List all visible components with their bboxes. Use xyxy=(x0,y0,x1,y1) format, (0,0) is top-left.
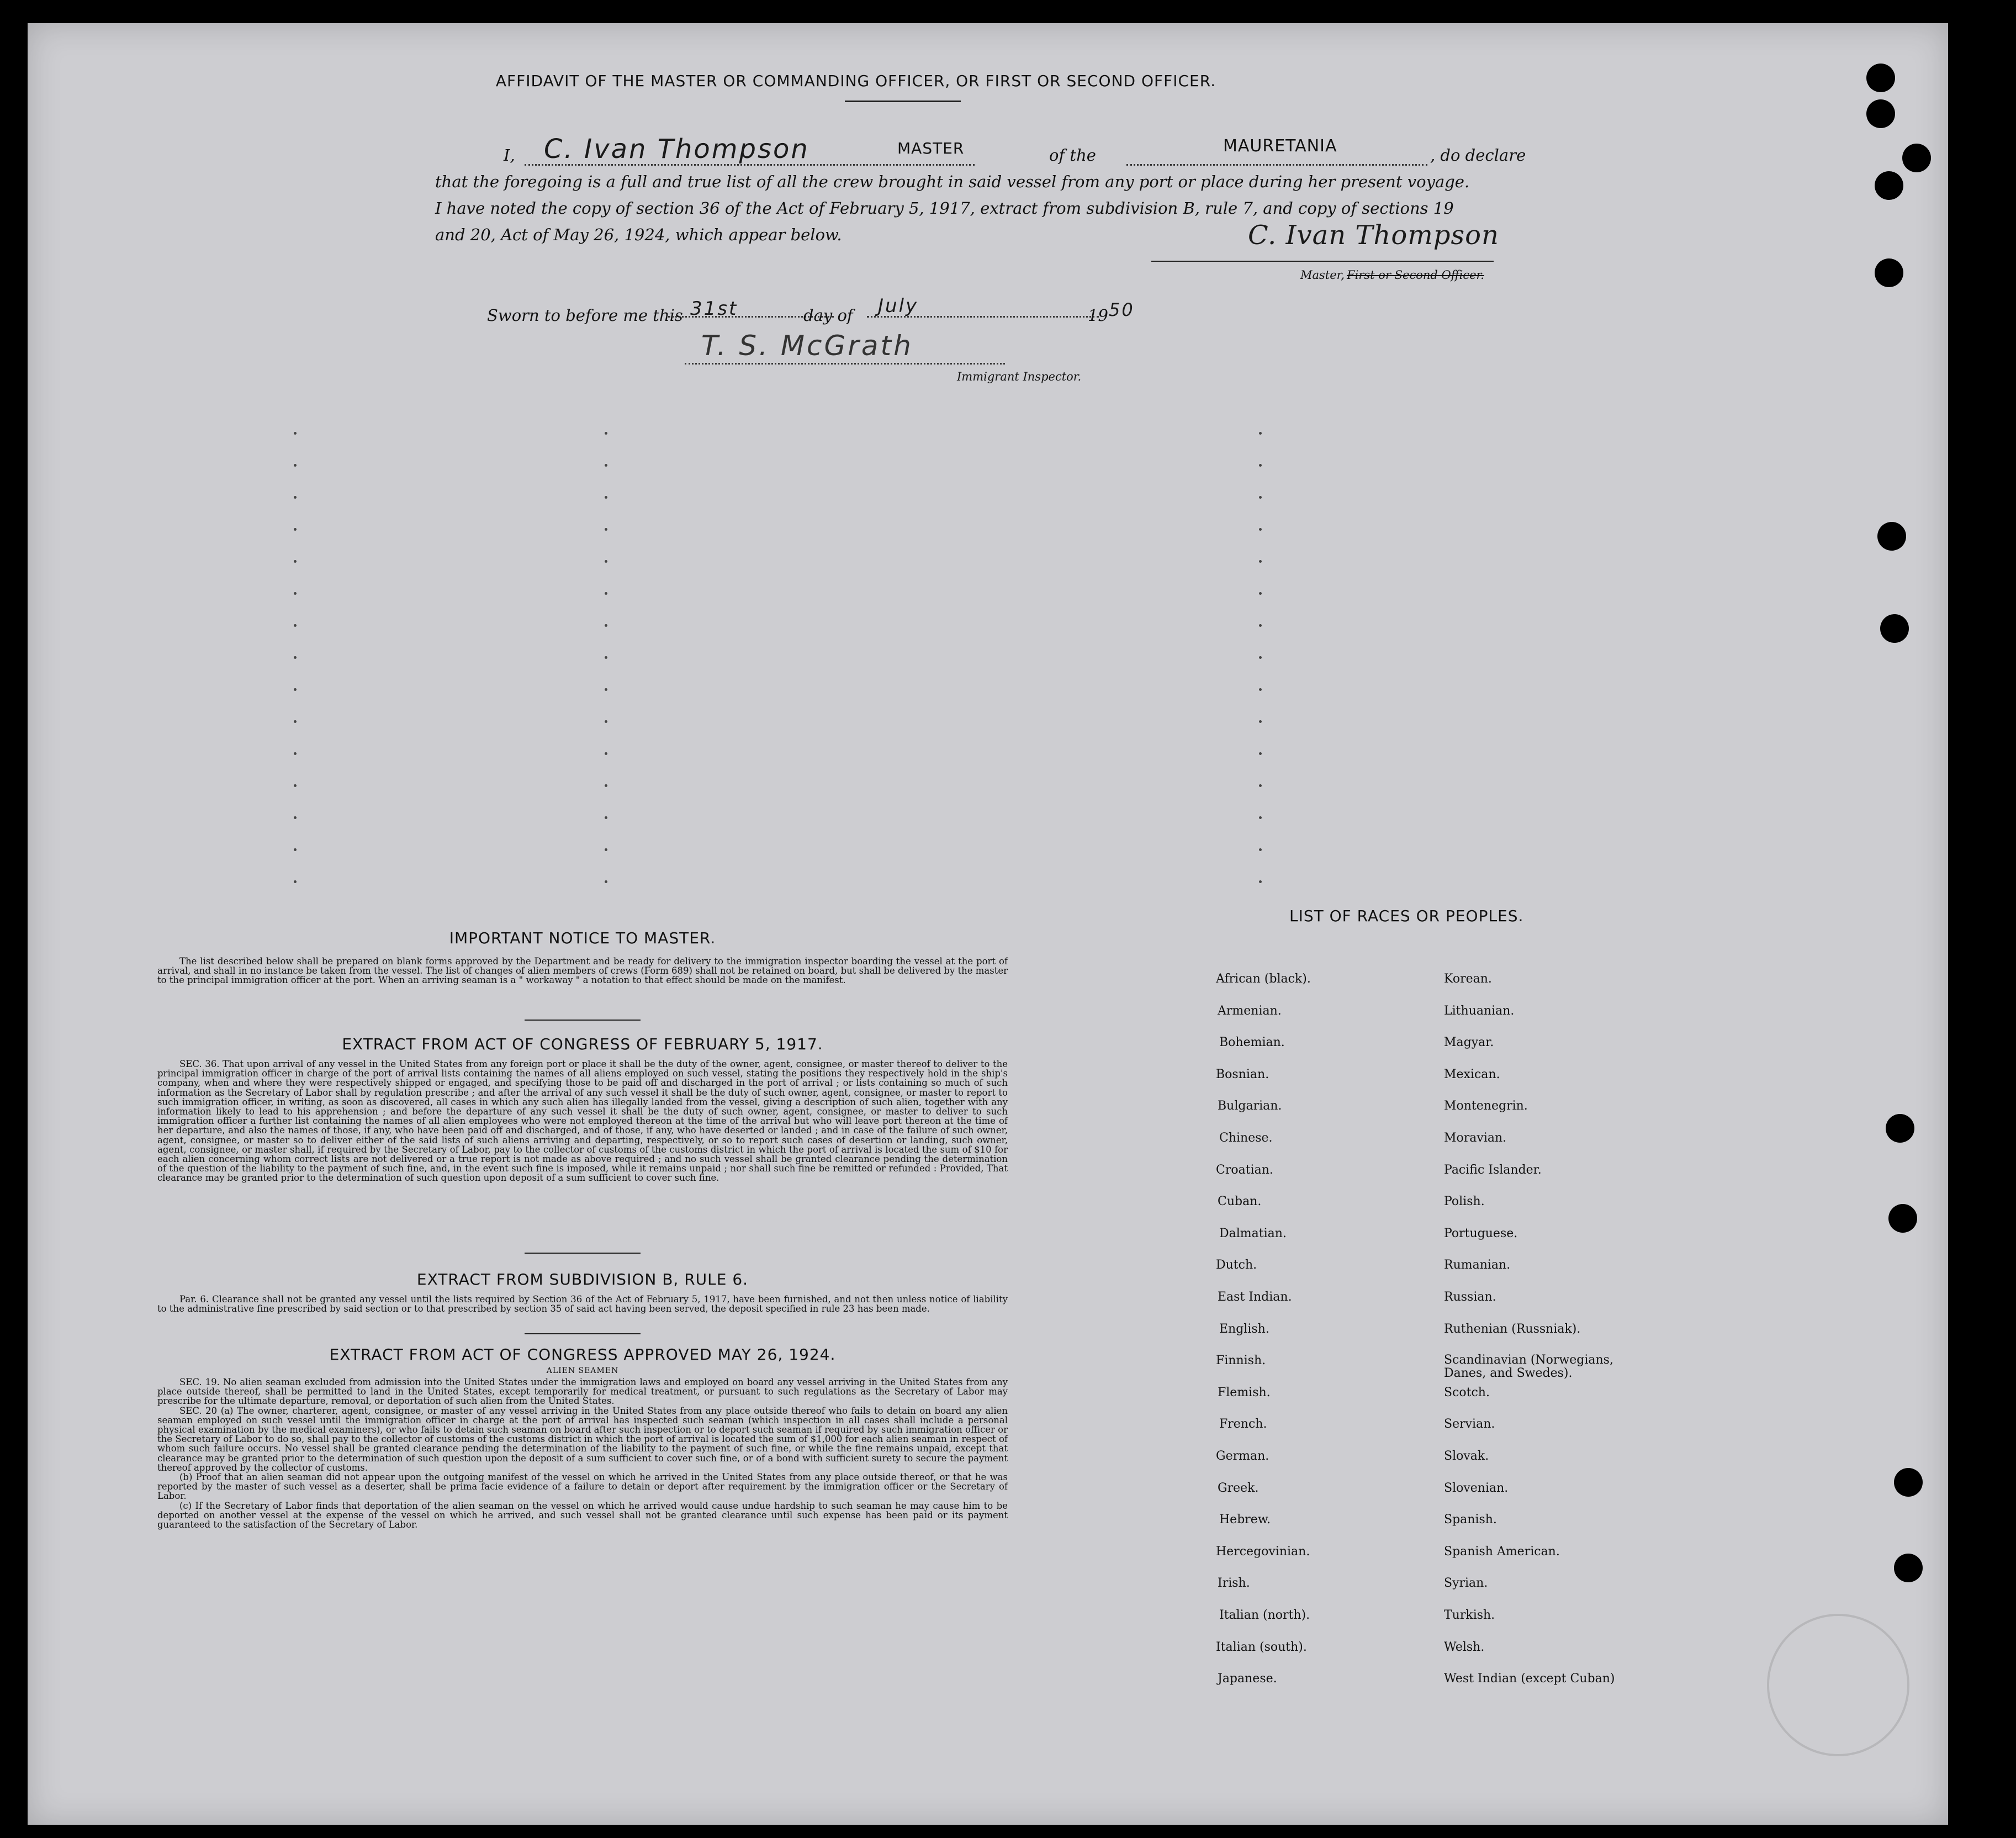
dot-marker xyxy=(605,560,607,563)
dot-marker xyxy=(294,592,297,595)
race-item: Japanese. xyxy=(1218,1672,1277,1686)
race-item: Russian. xyxy=(1444,1290,1496,1304)
race-item: Ruthenian (Russniak). xyxy=(1444,1322,1581,1336)
punch-hole xyxy=(1886,1114,1914,1143)
race-item: Irish. xyxy=(1218,1576,1250,1591)
dot-marker xyxy=(1259,464,1262,467)
races-title: LIST OF RACES OR PEOPLES. xyxy=(1289,907,1524,925)
race-item: Mexican. xyxy=(1444,1067,1500,1081)
dot-marker xyxy=(294,720,297,723)
race-item: African (black). xyxy=(1216,972,1311,986)
inspector-line xyxy=(685,363,1005,365)
dot-marker xyxy=(294,496,297,499)
race-item: Slovak. xyxy=(1444,1449,1489,1463)
dot-marker xyxy=(294,656,297,659)
title-underline xyxy=(845,101,961,102)
punch-hole xyxy=(1894,1554,1923,1582)
race-item: Finnish. xyxy=(1216,1354,1266,1368)
i-label: I, xyxy=(504,146,515,165)
dot-marker xyxy=(605,464,607,467)
year-prefix: 19 xyxy=(1088,306,1108,325)
notice-paragraph: The list described below shall be prepared on blank forms approved by the Department and be ready for delivery to the immigration inspector boarding the vessel at the port of arrival, and shall in no instance be taken from the vessel. The list of changes of alien members of crews (Form 689) shall not be retained on board, but shall be delivered by the master to the principal immigration officer at the port. When an arriving seaman is a " workaway " a notation to that effect should be made on the manifest. xyxy=(157,956,1008,986)
race-item: Bulgarian. xyxy=(1218,1099,1282,1113)
dot-marker xyxy=(294,816,297,819)
dot-marker xyxy=(605,880,607,883)
divider-3 xyxy=(525,1333,641,1334)
punch-hole xyxy=(1875,258,1903,287)
dot-marker xyxy=(294,560,297,563)
race-item: Magyar. xyxy=(1444,1036,1494,1050)
race-item: Dutch. xyxy=(1216,1258,1257,1272)
sworn-month-value: July xyxy=(878,295,919,317)
dot-marker xyxy=(605,816,607,819)
extract-1924-sec20c: (c) If the Secretary of Labor finds that deportation of the alien seaman on the vessel on which he arrived would cause undue hardship to such seaman he may cause him to be deported on another vessel at the expense of the vessel on which he arrived, and such vessel shall not be granted clearance until such expense has been paid or its payment guaranteed to the satisfaction of the Secretary of Labor. xyxy=(157,1500,1008,1530)
race-item: Dalmatian. xyxy=(1219,1226,1287,1240)
dot-marker xyxy=(294,624,297,627)
divider-1 xyxy=(525,1020,641,1021)
race-item: Syrian. xyxy=(1444,1576,1488,1591)
sworn-day-value: 31st xyxy=(690,298,738,320)
race-item: Servian. xyxy=(1444,1417,1495,1432)
race-item: Armenian. xyxy=(1218,1003,1282,1018)
race-item: Hebrew. xyxy=(1219,1513,1271,1527)
vessel-line xyxy=(1126,164,1427,166)
signature-caption-struck: First or Second Officer. xyxy=(1347,268,1484,282)
dot-marker xyxy=(1259,752,1262,755)
race-item: Croatian. xyxy=(1216,1163,1273,1177)
race-item: German. xyxy=(1216,1449,1269,1463)
extract-1924-subtitle: ALIEN SEAMEN xyxy=(546,1366,619,1375)
race-item: Italian (north). xyxy=(1219,1608,1310,1622)
dot-marker xyxy=(1259,784,1262,787)
dot-marker xyxy=(1259,656,1262,659)
race-item: French. xyxy=(1219,1417,1267,1432)
race-item: East Indian. xyxy=(1218,1290,1292,1304)
punch-hole xyxy=(1880,614,1909,643)
dot-marker xyxy=(605,656,607,659)
extract-1917-title: EXTRACT FROM ACT OF CONGRESS OF FEBRUARY 5, 1917. xyxy=(342,1035,823,1053)
extract-1924-title: EXTRACT FROM ACT OF CONGRESS APPROVED MAY 26, 1924. xyxy=(329,1345,836,1364)
extract-1924-sec20a: SEC. 20 (a) The owner, charterer, agent, consignee, or master of any vessel arriving in the United States from any place outside thereof who fails to detain on board any alien seaman employed on such vessel until the immigration officer in charge at the port of arrival has inspected such seaman (which inspection in all cases shall include a personal physical examination by the medical examiners), or who fails to detain such seaman on board after such inspection or to deport such seaman if required by such immigration officer or the Secretary of Labor to do so, shall pay to the collector of customs of the customs district in which the port of arrival is located the sum of $1,000 for each alien seaman in respect of whom such failure occurs. No vessel shall be granted clearance pending the determination of the liability to the payment of such fine, or while the fine remains unpaid, except that clearance may be granted prior to the determination of such question upon the deposit of a sum sufficient to cover such fine, or of a bond with sufficient surety to secure the payment thereof approved by the collector of customs. xyxy=(157,1405,1008,1473)
race-item: Spanish American. xyxy=(1444,1544,1560,1559)
of-the-label: of the xyxy=(1049,146,1096,165)
punch-hole xyxy=(1902,144,1931,172)
sworn-label: Sworn to before me this xyxy=(487,306,683,325)
notice-text xyxy=(157,957,1008,985)
race-item: Greek. xyxy=(1218,1481,1259,1495)
declaration-line-2: I have noted the copy of section 36 of the Act of February 5, 1917, extract from subdivision B, rule 7, and copy of sections 19 xyxy=(435,199,1454,218)
dot-marker xyxy=(1259,816,1262,819)
dot-marker xyxy=(294,432,297,435)
dot-marker xyxy=(294,784,297,787)
subdivision-paragraph: Par. 6. Clearance shall not be granted any vessel until the lists required by Section 36 of the Act of February 5, 1917, have been furnished, and not then unless notice of liability to the administrative fine prescribed by said section or to that prescribed by section 35 of said act having been served, the deposit specified in rule 23 has been made. xyxy=(157,1294,1008,1314)
dot-marker xyxy=(1259,528,1262,531)
seal-stamp xyxy=(1767,1614,1909,1756)
dot-marker xyxy=(605,432,607,435)
inspector-label: Immigrant Inspector. xyxy=(957,370,1082,383)
dot-marker xyxy=(1259,688,1262,691)
dot-marker xyxy=(1259,432,1262,435)
signature-caption-master: Master, xyxy=(1300,268,1345,282)
punch-hole xyxy=(1877,522,1906,551)
dot-marker xyxy=(1259,880,1262,883)
dot-marker xyxy=(1259,560,1262,563)
declaration-line-3: and 20, Act of May 26, 1924, which appear below. xyxy=(435,225,842,244)
dot-marker xyxy=(1259,624,1262,627)
dot-marker xyxy=(605,784,607,787)
race-item: Rumanian. xyxy=(1444,1258,1511,1272)
dot-marker xyxy=(294,464,297,467)
extract-1917-paragraph: SEC. 36. That upon arrival of any vessel in the United States from any foreign port or place it shall be the duty of the owner, agent, consignee, or master thereof to deliver to the principal immigration officer in charge of the port of arrival lists containing the names of all aliens employed on such vessel, stating the positions they respectively hold in the ship's company, when and where they were respectively shipped or engaged, and specifying those to be paid off and discharged in the port of arrival ; or lists containing so much of such information as the Secretary of Labor shall by regulation prescribe ; and after the arrival of any such vessel it shall be the duty of such owner, agent, consignee, or master to report to such immigration officer, in writing, as soon as discovered, all cases in which any such alien has illegally landed from the vessel, giving a description of such alien, together with any information likely to lead to his apprehension ; and before the departure of any such vessel it shall be the duty of such owner, agent, consignee, or master to deliver to such immigration officer a further list containing the names of all alien employees who were not employed thereon at the time of the arrival but who will leave port thereon at the time of her departure, and also the names of those, if any, who have been paid off and discharged, and of those, if any, who have deserted or landed ; and in case of the failure of such owner, agent, consignee, or master so to deliver either of the said lists of such aliens arriving and departing, respectively, or so to report such cases of desertion or landing, such owner, agent, consignee, or master shall, if required by the Secretary of Labor, pay to the collector of customs of the customs district in which the port of arrival is located the sum of $10 for each alien concerning whom correct lists are not delivered or a true report is not made as above required ; and no such vessel shall be granted clearance pending the determination of the question of the liability to the payment of such fine, and, in the event such fine is imposed, while it remains unpaid ; nor shall such fine be remitted or refunded : Provided, That clearance may be granted prior to the determination of such question upon deposit of a sum sufficient to cover such fine. xyxy=(157,1059,1008,1184)
dot-marker xyxy=(605,688,607,691)
race-item: Turkish. xyxy=(1444,1608,1495,1622)
race-item: Korean. xyxy=(1444,972,1492,986)
dot-marker xyxy=(294,880,297,883)
race-item: Moravian. xyxy=(1444,1131,1507,1145)
race-item: Cuban. xyxy=(1218,1195,1262,1209)
race-item: Scandinavian (Norwegians, Danes, and Swedes). xyxy=(1444,1353,1613,1381)
race-item: Pacific Islander. xyxy=(1444,1163,1542,1177)
extract-1924-sec19: SEC. 19. No alien seaman excluded from admission into the United States under the immigration laws and employed on board any vessel arriving in the United States from any place outside thereof, shall be permitted to land in the United States, except temporarily for medical treatment, or pursuant to such regulations as the Secretary of Labor may prescribe for the ultimate departure, removal, or deportation of such alien from the United States. xyxy=(157,1377,1008,1407)
punch-hole xyxy=(1894,1468,1923,1497)
race-item: Welsh. xyxy=(1444,1640,1485,1654)
punch-hole xyxy=(1866,64,1895,92)
race-item: West Indian (except Cuban) xyxy=(1444,1672,1615,1686)
race-item: Montenegrin. xyxy=(1444,1099,1528,1113)
signature-caption xyxy=(1300,268,1484,282)
divider-2 xyxy=(525,1253,641,1254)
master-signature: C. Ivan Thompson xyxy=(1248,220,1499,251)
dot-marker xyxy=(294,688,297,691)
master-name: C. Ivan Thompson xyxy=(544,134,809,165)
dot-marker xyxy=(1259,496,1262,499)
race-item: Polish. xyxy=(1444,1195,1485,1209)
do-declare-label: , do declare xyxy=(1430,146,1526,165)
declaration-line-1: that the foregoing is a full and true list of all the crew brought in said vessel from any port or place during her present voyage. xyxy=(435,172,1470,191)
subdivision-text xyxy=(157,1295,1008,1313)
dot-marker xyxy=(605,720,607,723)
extract-1924-sec20b: (b) Proof that an alien seaman did not appear upon the outgoing manifest of the vessel on which he arrived in the United States from any place outside thereof, or that he was reported by the master of such vessel as a deserter, shall be prima facie evidence of a failure to detain or deport after requirement by the immigration officer or the Secretary of Labor. xyxy=(157,1472,1008,1502)
dot-marker xyxy=(1259,848,1262,851)
race-item: Portuguese. xyxy=(1444,1226,1518,1240)
vessel-name: MAURETANIA xyxy=(1223,136,1337,156)
punch-hole xyxy=(1888,1204,1917,1233)
race-item: Bohemian. xyxy=(1219,1036,1285,1050)
dot-marker xyxy=(605,752,607,755)
race-item: Lithuanian. xyxy=(1444,1003,1515,1018)
dot-marker xyxy=(294,848,297,851)
dot-marker xyxy=(1259,720,1262,723)
dot-marker xyxy=(605,496,607,499)
race-item: Italian (south). xyxy=(1216,1640,1307,1654)
punch-hole xyxy=(1866,99,1895,128)
dot-marker xyxy=(605,848,607,851)
signature-line xyxy=(1151,261,1494,262)
dot-marker xyxy=(605,624,607,627)
inspector-signature: T. S. McGrath xyxy=(701,330,913,362)
race-item: Flemish. xyxy=(1218,1385,1271,1399)
rank-value: MASTER xyxy=(897,139,965,157)
race-item: Spanish. xyxy=(1444,1513,1497,1527)
dot-marker xyxy=(294,528,297,531)
affidavit-title: AFFIDAVIT OF THE MASTER OR COMMANDING OFFICER, OR FIRST OR SECOND OFFICER. xyxy=(495,72,1216,90)
year-value: 50 xyxy=(1109,299,1135,320)
extract-1924-text xyxy=(157,1377,1008,1529)
dot-marker xyxy=(605,592,607,595)
day-of-label: day of xyxy=(803,306,853,325)
race-item: Slovenian. xyxy=(1444,1481,1509,1495)
subdivision-title: EXTRACT FROM SUBDIVISION B, RULE 6. xyxy=(416,1270,749,1288)
race-item: Chinese. xyxy=(1219,1131,1273,1145)
notice-title: IMPORTANT NOTICE TO MASTER. xyxy=(449,929,716,947)
dot-marker xyxy=(1259,592,1262,595)
dot-marker xyxy=(605,528,607,531)
race-item: Bosnian. xyxy=(1216,1067,1269,1081)
dot-marker xyxy=(294,752,297,755)
punch-hole xyxy=(1875,171,1903,200)
race-item: English. xyxy=(1219,1322,1269,1336)
race-item: Scotch. xyxy=(1444,1385,1490,1399)
extract-1917-text xyxy=(157,1059,1008,1183)
document-page xyxy=(28,23,1948,1825)
master-name-line xyxy=(525,164,975,166)
race-item: Hercegovinian. xyxy=(1216,1544,1310,1559)
